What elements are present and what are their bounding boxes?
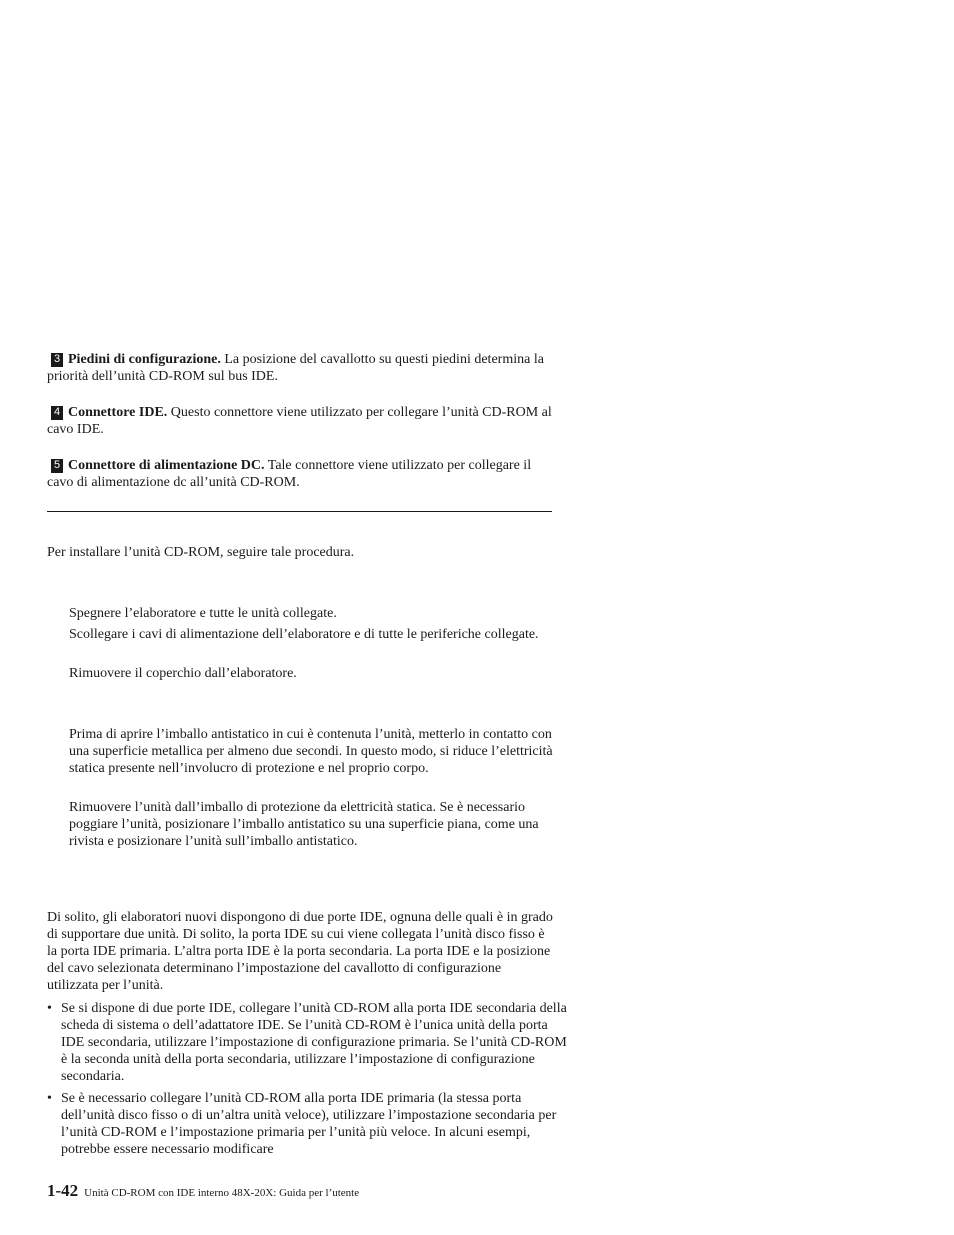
definition-item-5	[47, 457, 552, 491]
list-item	[47, 1000, 567, 1085]
definition-term: Connettore IDE.	[68, 405, 168, 420]
list-item	[47, 1090, 567, 1158]
definition-term: Connettore di alimentazione DC.	[68, 458, 265, 473]
step-item: Prima di aprire l’imballo antistatico in cui è contenuta l’unità, metterlo in contatto con una superficie metallica per almeno due secondi. In questo modo, si riduce l’elettricità statica presente nell’involucro di protezione e nel proprio corpo.	[69, 727, 553, 776]
step-item: Rimuovere l’unità dall’imballo di protezione da elettricità statica. Se è necessario poggiare l’unità, posizionare l’imballo antistatico su una superficie piana, come una rivista e posizionare l’unità sull’imballo antistatico.	[69, 800, 539, 849]
callout-number: 4	[51, 406, 63, 420]
step-item: Rimuovere il coperchio dall’elaboratore.	[69, 666, 297, 681]
definition-text: Tale connettore viene utilizzato per collegare il cavo di alimentazione dc all’unità CD-ROM.	[47, 458, 532, 490]
footer-title: Unità CD-ROM con IDE interno 48X-20X: Guida per l’utente	[84, 1187, 360, 1199]
definition-item-3	[47, 351, 552, 385]
section-divider	[47, 511, 552, 512]
callout-number: 5	[51, 459, 63, 473]
step-item: Spegnere l’elaboratore e tutte le unità collegate.	[69, 606, 337, 621]
definition-term: Piedini di configurazione.	[68, 352, 221, 367]
intro-paragraph: Per installare l’unità CD-ROM, seguire tale procedura.	[47, 545, 355, 560]
definition-item-4	[47, 404, 552, 438]
bullet-icon: •	[47, 1091, 52, 1106]
ide-paragraph: Di solito, gli elaboratori nuovi dispongono di due porte IDE, ognuna delle quali è in grado di supportare due unità. Di solito, la porta IDE su cui viene collegata l’unità disco fisso è la porta IDE primaria. L’altra porta IDE è la porta secondaria. La porta IDE e la posizione del cavo selezionata determinano l’impostazione del cavallotto di configurazione utilizzata per l’unità.	[47, 910, 553, 993]
list-item-text: Se è necessario collegare l’unità CD-ROM alla porta IDE primaria (la stessa porta dell’unità disco fisso o di un’altra unità veloce), utilizzare l’impostazione secondaria per l’unità CD-ROM e l’impostazione primaria per l’unità più veloce. In alcuni esempi, potrebbe essere necessario modificare	[61, 1091, 557, 1157]
list-item-text: Se si dispone di due porte IDE, collegare l’unità CD-ROM alla porta IDE secondaria della scheda di sistema o dell’adattatore IDE. Se l’unità CD-ROM è l’unica unità della porta IDE secondaria, utilizzare l’impostazione di configurazione primaria. Se l’unità CD-ROM è la seconda unità della porta secondaria, utilizzare l’impostazione di configurazione secondaria.	[61, 1001, 567, 1084]
bullet-icon: •	[47, 1001, 52, 1016]
page-footer	[47, 1182, 359, 1202]
definition-text: La posizione del cavallotto su questi piedini determina la priorità dell’unità CD-ROM sul bus IDE.	[47, 352, 544, 384]
page-number: 1-42	[47, 1181, 79, 1200]
step-item: Scollegare i cavi di alimentazione dell’elaboratore e di tutte le periferiche collegate.	[69, 627, 539, 642]
definition-text: Questo connettore viene utilizzato per collegare l’unità CD-ROM al cavo IDE.	[47, 405, 552, 437]
callout-number: 3	[51, 353, 63, 367]
